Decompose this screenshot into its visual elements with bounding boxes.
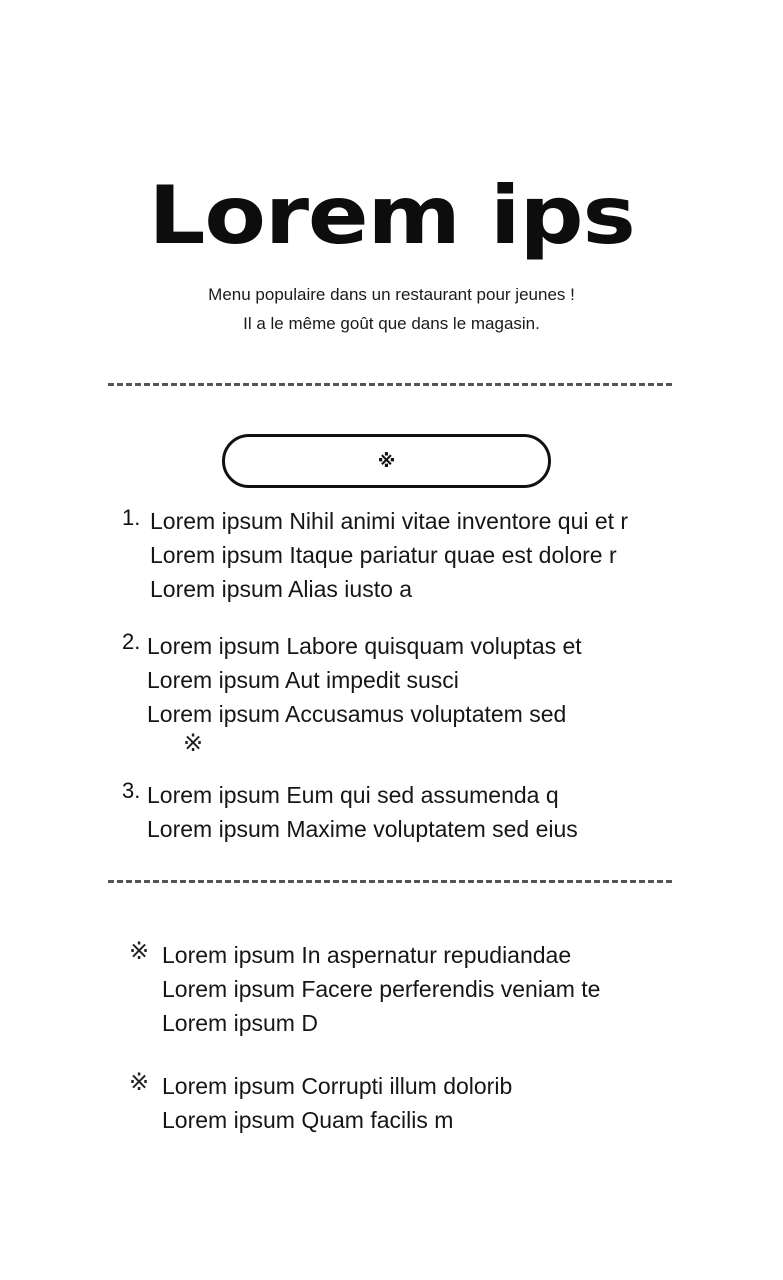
menu-item-line: Lorem ipsum Accusamus voluptatem sed: [147, 701, 567, 727]
menu-item-text: [147, 778, 578, 846]
menu-item-line: Lorem ipsum Nihil animi vitae inventore qui et r: [150, 508, 629, 534]
note-line: Lorem ipsum In aspernatur repudiandae: [162, 942, 572, 968]
menu-item-line: Lorem ipsum Itaque pariatur quae est dolore r: [150, 542, 617, 568]
menu-item-line: Lorem ipsum Aut impedit susci: [147, 667, 459, 693]
reference-mark-icon: ※: [129, 938, 150, 965]
menu-item-line: Lorem ipsum Alias iusto a: [150, 576, 413, 602]
note-line: Lorem ipsum Facere perferendis veniam te: [162, 976, 601, 1002]
note-line: Lorem ipsum Corrupti illum dolorib: [162, 1073, 513, 1099]
menu-item-line: Lorem ipsum Eum qui sed assumenda q: [147, 782, 559, 808]
note-text: [162, 1069, 512, 1137]
menu-item-number: 3.: [122, 778, 141, 803]
note-line: Lorem ipsum D: [162, 1010, 318, 1036]
menu-item-line: Lorem ipsum Maxime voluptatem sed eius: [147, 816, 578, 842]
menu-item-number: 1.: [122, 505, 141, 530]
note-text: [162, 938, 600, 1040]
subtitle: [0, 280, 783, 338]
dashed-divider-top: [108, 383, 672, 386]
page-title: Lorem ips: [148, 169, 635, 262]
menu-item-text: [150, 504, 628, 606]
reference-mark-icon: ※: [377, 450, 396, 471]
subtitle-line-1: Menu populaire dans un restaurant pour jeunes !: [208, 285, 575, 304]
subtitle-line-2: Il a le même goût que dans le magasin.: [243, 314, 540, 333]
section-badge: [222, 434, 551, 488]
reference-mark-icon: ※: [183, 730, 204, 757]
note-line: Lorem ipsum Quam facilis m: [162, 1107, 454, 1133]
dashed-divider-bottom: [108, 880, 672, 883]
menu-item-number: 2.: [122, 629, 141, 654]
reference-mark-icon: ※: [129, 1069, 150, 1096]
menu-item-text: [147, 629, 582, 731]
menu-item-line: Lorem ipsum Labore quisquam voluptas et: [147, 633, 582, 659]
